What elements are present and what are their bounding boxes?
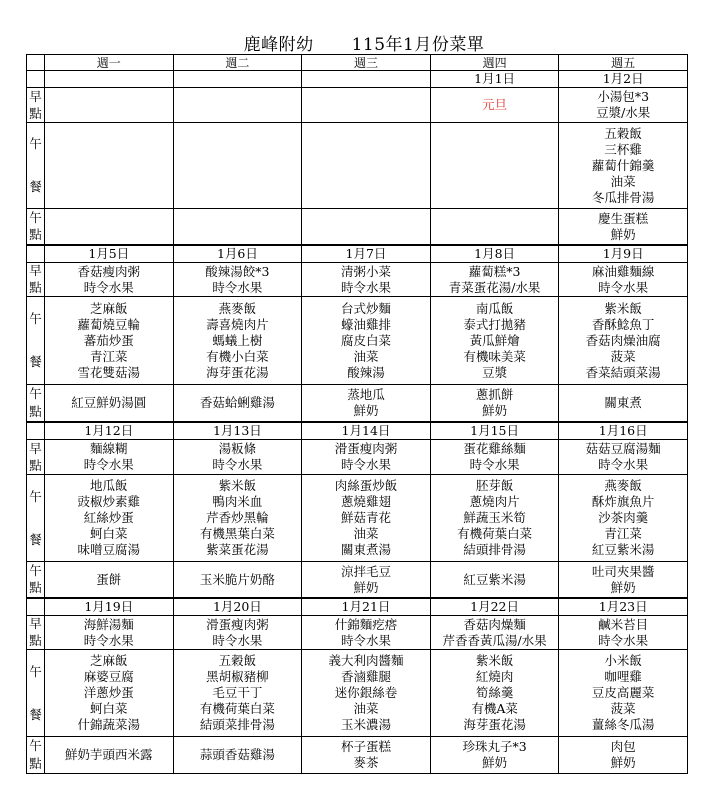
lunch-cell [302,123,431,209]
menu-item: 蚵白菜 [90,526,128,541]
menu-item: 吐司夾果醬 [591,563,655,579]
menu-item: 青江菜 [604,526,642,541]
lunch-cell [430,123,559,209]
menu-item: 黃瓜鮮燴 [469,332,520,348]
menu-item: 結頭排骨湯 [463,542,526,557]
date-cell: 1月21日 [302,598,431,616]
breakfast-label-char: 點 [29,279,42,295]
menu-item: 油菜 [353,348,379,364]
snack-cell [559,737,688,774]
menu-item: 有機黑葉白菜 [199,526,275,541]
breakfast-cell [45,616,174,650]
menu-item: 豆皮高麗菜 [591,685,655,700]
snack-label [27,562,45,599]
lunch-label-char: 午 [29,136,42,152]
menu-item: 有機味美菜 [463,348,526,364]
corner-cell [27,55,45,71]
lunch-row [27,475,688,562]
date-cell: 1月1日 [430,71,559,88]
date-row [27,245,688,263]
menu-item: 酸辣湯餃*3 [205,263,270,279]
snack-cell [559,209,688,246]
breakfast-label-char: 點 [29,457,42,473]
date-cell: 1月9日 [559,245,688,263]
menu-item: 義大利肉醬麵 [328,653,404,668]
menu-item: 台式炒麵 [340,300,391,316]
lunch-cell [302,650,431,737]
menu-item: 香菇蛤蜊雞湯 [199,395,275,410]
menu-item: 麵線糊 [90,441,128,456]
lunch-cell [430,650,559,737]
breakfast-cell [302,440,431,475]
menu-item: 鮮奶 [353,579,379,595]
menu-item: 毛豆干丁 [212,685,263,700]
menu-item: 壽喜燒肉片 [206,316,269,332]
menu-item: 紅豆紫米湯 [591,542,655,557]
lunch-row [27,123,688,209]
menu-item: 紫米飯 [604,300,642,316]
snack-cell [559,562,688,599]
menu-item: 紫米飯 [218,478,257,493]
menu-item: 油菜 [353,701,379,716]
menu-item: 燕麥飯 [604,478,642,493]
snack-cell [430,562,559,599]
breakfast-row [27,88,688,123]
menu-item: 胚芽飯 [475,478,514,493]
menu-item: 迷你銀絲卷 [334,685,398,700]
menu-item: 香菇瘦肉粥 [77,263,141,279]
breakfast-cell [559,616,688,650]
menu-item: 菇菇豆腐湯麵 [585,441,661,456]
menu-item: 時令水果 [83,632,134,648]
breakfast-row [27,263,688,297]
lunch-cell [559,297,688,385]
snack-cell [302,737,431,774]
menu-item: 時令水果 [340,632,391,648]
menu-item: 有機A菜 [471,701,518,716]
menu-item: 芹香炒黑輪 [206,510,269,525]
header-row [27,55,688,71]
menu-item: 鴨肉米血 [212,494,263,509]
menu-item: 酥炸旗魚片 [591,494,655,509]
snack-row [27,562,688,599]
snack-cell [45,562,174,599]
menu-item: 玉米脆片奶酪 [199,571,275,587]
date-cell: 1月7日 [302,245,431,263]
menu-item: 蛋花雞絲麵 [463,441,526,456]
menu-item: 蕃茄炒蛋 [83,332,134,348]
lunch-label-char: 餐 [29,706,42,722]
breakfast-cell [173,88,302,123]
menu-item: 蒜頭香菇雞湯 [199,747,275,762]
lunch-cell [173,123,302,209]
date-row [27,422,688,440]
menu-item: 鮮奶 [610,226,636,242]
day-header: 週二 [173,55,302,71]
menu-item: 珍珠丸子*3 [462,739,527,754]
menu-item: 結頭菜排骨湯 [199,717,275,732]
menu-month: 115年1月份菜單 [351,35,485,55]
menu-item: 鮮奶 [353,403,379,418]
date-row [27,71,688,88]
lunch-label-char: 餐 [29,354,42,370]
menu-item: 海鮮湯麵 [83,616,134,632]
lunch-label [27,475,45,562]
breakfast-label-char: 早 [29,616,42,632]
lunch-label-char: 午 [29,663,42,679]
snack-label-char: 點 [29,580,42,596]
menu-item: 有機荷葉白菜 [199,701,275,716]
breakfast-cell [430,263,559,297]
menu-item: 冬瓜排骨湯 [591,189,655,205]
snack-cell [173,562,302,599]
date-cell: 1月5日 [45,245,174,263]
menu-item: 薑絲冬瓜湯 [591,717,655,732]
menu-item: 鮮奶芋頭西米露 [65,747,153,762]
menu-item: 南瓜飯 [475,300,514,316]
snack-label [27,737,45,774]
date-cell: 1月12日 [45,422,174,440]
menu-item: 肉包 [610,739,636,754]
date-row [27,598,688,616]
date-row-label [27,598,45,616]
lunch-label-char: 午 [29,488,42,504]
menu-item: 香酥鯰魚丁 [591,316,655,332]
snack-cell [559,385,688,423]
breakfast-label-char: 早 [29,88,42,104]
date-row-label [27,245,45,263]
menu-item: 青菜蛋花湯/水果 [448,279,541,295]
date-cell: 1月23日 [559,598,688,616]
lunch-row [27,650,688,737]
snack-cell [45,209,174,246]
snack-cell [173,209,302,246]
breakfast-row [27,616,688,650]
menu-item: 香菜結頭菜湯 [585,364,661,380]
snack-label-char: 午 [29,738,42,753]
menu-item: 蔥抓餅 [475,387,514,402]
snack-cell [302,385,431,423]
menu-item: 芝麻飯 [90,300,128,316]
breakfast-row [27,440,688,475]
menu-item: 蔥燒肉片 [469,494,520,509]
menu-item: 油菜 [353,526,379,541]
menu-item: 麥茶 [353,755,379,770]
menu-item: 海芽蛋花湯 [463,717,526,732]
date-cell [45,71,174,88]
breakfast-cell [559,88,688,123]
menu-item: 滑蛋瘦肉粥 [334,441,398,456]
menu-item: 地瓜飯 [90,478,128,493]
menu-item: 泰式打拋豬 [463,316,526,332]
menu-item: 鮮奶 [610,755,636,770]
menu-item: 小米飯 [604,653,642,668]
date-cell: 1月8日 [430,245,559,263]
menu-item: 蚵白菜 [90,701,128,716]
menu-item: 麻婆豆腐 [83,669,134,684]
menu-item: 蛋餅 [96,571,122,587]
menu-item: 菠菜 [610,348,636,364]
snack-row [27,385,688,423]
breakfast-label [27,440,45,475]
menu-item: 杯子蛋糕 [340,739,391,754]
date-cell: 1月16日 [559,422,688,440]
day-header: 週三 [302,55,431,71]
lunch-label [27,650,45,737]
date-cell: 1月20日 [173,598,302,616]
date-cell [302,71,431,88]
date-cell: 1月22日 [430,598,559,616]
menu-item: 有機荷葉白菜 [457,526,533,541]
lunch-row [27,297,688,385]
breakfast-cell [559,263,688,297]
menu-item: 麻油雞麵線 [591,263,655,279]
menu-item: 菠菜 [610,701,636,716]
menu-item: 紫米飯 [475,653,514,668]
menu-item: 什錦麵疙瘩 [334,616,398,632]
menu-item: 芹香香黃瓜湯/水果 [442,632,547,648]
snack-cell [430,737,559,774]
breakfast-cell [302,88,431,123]
menu-item: 咖哩雞 [604,669,642,684]
breakfast-cell [302,263,431,297]
menu-item: 有機小白菜 [206,348,269,364]
breakfast-cell [173,616,302,650]
menu-item: 雪花雙菇湯 [77,364,141,380]
lunch-cell [430,297,559,385]
menu-item: 蘿蔔糕*3 [468,263,521,279]
menu-item: 時令水果 [469,457,520,472]
lunch-label-char: 餐 [29,178,42,194]
lunch-cell [173,650,302,737]
date-cell: 1月6日 [173,245,302,263]
menu-item: 時令水果 [83,279,134,295]
snack-cell [302,209,431,246]
lunch-label [27,123,45,209]
menu-item: 紅豆紫米湯 [463,571,526,587]
school-name: 鹿峰附幼 [243,35,314,55]
lunch-cell [45,650,174,737]
menu-item: 黑胡椒豬柳 [206,669,269,684]
snack-label-char: 午 [29,209,42,225]
date-row-label [27,422,45,440]
menu-item: 蔥燒雞翅 [340,494,391,509]
snack-cell [173,737,302,774]
menu-table [26,54,688,774]
breakfast-label [27,88,45,123]
lunch-cell [45,297,174,385]
menu-item: 油菜 [610,173,636,189]
snack-row [27,737,688,774]
menu-item: 鮮奶 [610,579,636,595]
snack-label [27,209,45,246]
menu-item: 湯粄條 [218,441,257,456]
menu-item: 洋蔥炒蛋 [83,685,134,700]
lunch-cell [559,475,688,562]
menu-item: 玉米濃湯 [340,717,391,732]
day-header: 週四 [430,55,559,71]
date-cell: 1月14日 [302,422,431,440]
lunch-cell [302,475,431,562]
menu-item: 五穀飯 [218,653,257,668]
date-cell [173,71,302,88]
menu-item: 關東煮 [604,395,642,410]
holiday-label: 元旦 [482,97,508,112]
menu-item: 豆漿 [482,364,508,380]
menu-item: 時令水果 [598,632,649,648]
menu-item: 蘿蔔什錦羹 [591,157,655,173]
menu-item: 蠔油雞排 [340,316,391,332]
menu-item: 芝麻飯 [90,653,128,668]
snack-label-char: 點 [29,227,42,243]
menu-item: 鮮蔬玉米筍 [463,510,526,525]
breakfast-cell [45,88,174,123]
menu-item: 時令水果 [340,279,391,295]
menu-item: 關東煮湯 [340,542,391,557]
breakfast-label-char: 早 [29,263,42,279]
date-cell: 1月13日 [173,422,302,440]
snack-label-char: 午 [29,562,42,578]
menu-item: 香滷雞腿 [340,669,391,684]
breakfast-label-char: 點 [29,632,42,648]
date-cell: 1月2日 [559,71,688,88]
lunch-label [27,297,45,385]
breakfast-cell [45,440,174,475]
lunch-cell [302,297,431,385]
snack-cell [302,562,431,599]
snack-row [27,209,688,246]
date-cell: 1月15日 [430,422,559,440]
menu-item: 蘿蔔燒豆輪 [77,316,141,332]
menu-item: 豉椒炒素雞 [77,494,141,509]
menu-item: 紅絲炒蛋 [83,510,134,525]
lunch-label-char: 午 [29,310,42,326]
day-header: 週一 [45,55,174,71]
menu-item: 滑蛋瘦肉粥 [206,616,269,632]
menu-item: 鹹米苔目 [598,616,649,632]
menu-item: 三杯雞 [604,141,642,157]
snack-label-char: 點 [29,404,42,419]
menu-item: 紅豆鮮奶湯圓 [71,395,147,410]
menu-item: 小湯包*3 [597,89,650,104]
breakfast-cell [430,616,559,650]
menu-item: 時令水果 [212,632,263,648]
menu-item: 海芽蛋花湯 [206,364,269,380]
menu-item: 時令水果 [212,457,263,472]
menu-item: 腐皮白菜 [340,332,391,348]
menu-item: 時令水果 [598,279,649,295]
menu-item: 鮮奶 [482,755,508,770]
breakfast-label-char: 點 [29,105,42,121]
menu-item: 紅燒肉 [475,669,514,684]
breakfast-cell [173,263,302,297]
lunch-cell [173,475,302,562]
menu-item: 時令水果 [598,457,649,472]
snack-label [27,385,45,423]
date-row-label [27,71,45,88]
lunch-cell [173,297,302,385]
menu-item: 筍絲羹 [475,685,514,700]
lunch-cell [430,475,559,562]
menu-item: 什錦蔬菜湯 [77,717,141,732]
snack-cell [430,385,559,423]
menu-item: 螞蟻上樹 [212,332,263,348]
menu-item: 味噌豆腐湯 [77,542,141,557]
breakfast-cell [559,440,688,475]
breakfast-cell [173,440,302,475]
snack-cell [430,209,559,246]
lunch-cell [45,475,174,562]
lunch-cell [559,123,688,209]
snack-label-char: 午 [29,386,42,401]
menu-item: 時令水果 [212,279,263,295]
snack-cell [173,385,302,423]
menu-item: 時令水果 [83,457,134,472]
breakfast-cell [45,263,174,297]
breakfast-label-char: 早 [29,440,42,456]
lunch-cell [559,650,688,737]
menu-item: 清粥小菜 [340,263,391,279]
menu-item: 紫菜蛋花湯 [206,542,269,557]
lunch-cell [45,123,174,209]
menu-item: 時令水果 [340,457,391,472]
menu-item: 燕麥飯 [218,300,257,316]
day-header: 週五 [559,55,688,71]
menu-item: 五穀飯 [604,125,642,141]
date-cell: 1月19日 [45,598,174,616]
menu-item: 青江菜 [90,348,128,364]
menu-item: 酸辣湯 [347,364,385,380]
breakfast-label [27,616,45,650]
menu-item: 鮮菇青花 [340,510,391,525]
menu-item: 香菇肉燥麵 [463,616,526,632]
menu-item: 豆漿/水果 [596,105,651,120]
menu-item: 涼拌毛豆 [340,563,391,579]
breakfast-cell [430,440,559,475]
menu-item: 蒸地瓜 [347,387,385,402]
menu-item: 鮮奶 [482,403,508,418]
page-title [0,30,728,55]
menu-item: 香菇肉燥油腐 [585,332,661,348]
snack-cell [45,737,174,774]
menu-item: 肉絲蛋炒飯 [334,478,398,493]
breakfast-cell [302,616,431,650]
breakfast-cell [430,88,559,123]
snack-cell [45,385,174,423]
menu-item: 慶生蛋糕 [598,210,649,226]
snack-label-char: 點 [29,756,42,771]
menu-item: 沙茶肉羹 [598,510,649,525]
lunch-label-char: 餐 [29,531,42,547]
breakfast-label [27,263,45,297]
